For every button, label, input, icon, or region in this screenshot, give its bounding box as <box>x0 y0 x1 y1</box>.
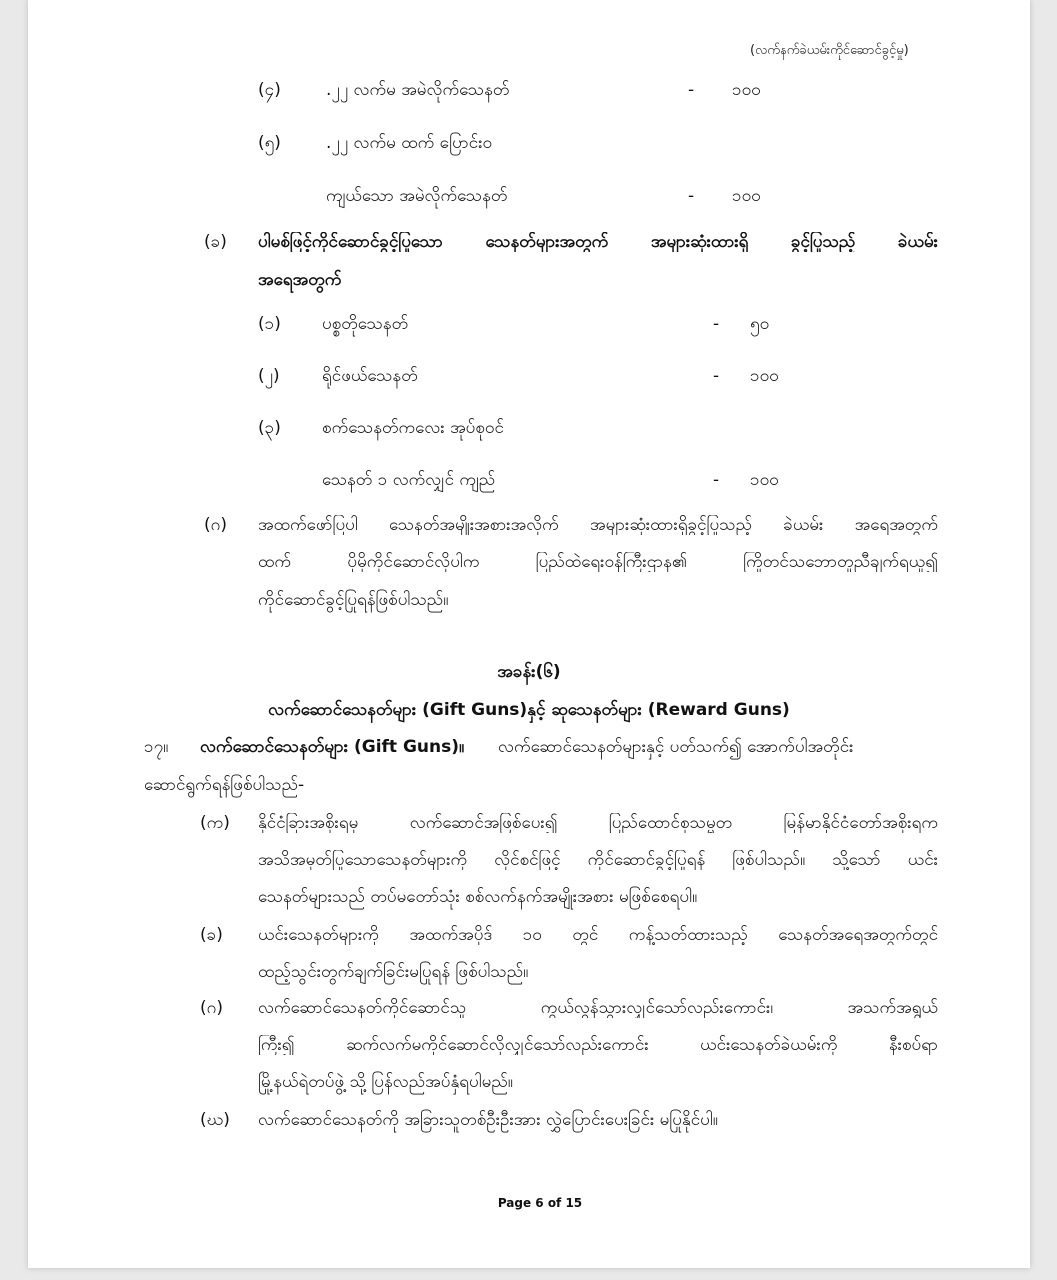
paragraph-text: ဆောင်ရွက်ရန်ဖြစ်ပါသည်- <box>144 775 305 795</box>
page-number-footer: Page 6 of 15 <box>497 1196 583 1210</box>
item-dash: - <box>688 80 695 100</box>
item-dash: - <box>688 186 695 206</box>
item-label: သေနတ် ၁ လက်လျှင် ကျည် <box>322 470 496 490</box>
document-page <box>28 0 1030 1268</box>
sub-item-line: လက်ဆောင်သေနတ်ကိုင်ဆောင်သူ ကွယ်လွန်သွားလျှင်သော်လည်းကောင်း၊ အသက်အရွယ် <box>258 998 938 1018</box>
item-number: (၃) <box>258 418 281 438</box>
item-value: ၁၀၀ <box>732 80 761 100</box>
item-label: စက်သေနတ်ကလေး အုပ်စုဝင် <box>322 418 504 438</box>
sub-item-line: မြို့နယ်ရဲတပ်ဖွဲ့ သို့ ပြန်လည်အပ်နှံရပါမည်။ <box>258 1072 513 1092</box>
paragraph-line: ကိုင်ဆောင်ခွင့်ပြုရန်ဖြစ်ပါသည်။ <box>258 590 449 610</box>
section-number: (ခ) <box>204 232 227 252</box>
section-heading-line: ပါမစ်ဖြင့်ကိုင်ဆောင်ခွင့်ပြုသော သေနတ်များအတွက် အများဆုံးထားရှိ ခွင့်ပြုသည့် ခဲယမ်း <box>258 232 938 252</box>
item-dash: - <box>713 314 720 334</box>
item-value: ၁၀၀ <box>750 366 779 386</box>
sub-item-line: နိုင်ငံခြားအစိုးရမှ လက်ဆောင်အဖြစ်ပေး၍ ပြည်ထောင်စုသမ္မတ မြန်မာနိုင်ငံတော်အစိုးရက <box>258 813 938 833</box>
sub-item-line: သေနတ်များသည် တပ်မတော်သုံး စစ်လက်နက်အမျိုးအစား မဖြစ်စေရပါ။ <box>258 887 698 907</box>
sub-item-line: ကြီး၍ ဆက်လက်မကိုင်ဆောင်လိုလျှင်သော်လည်းကောင်း ယင်းသေနတ်ခဲယမ်းကို နီးစပ်ရာ <box>258 1035 938 1055</box>
chapter-subtitle: လက်ဆောင်သေနတ်များ (Gift Guns)နှင့် ဆုသေနတ်များ (Reward Guns) <box>268 700 790 720</box>
sub-item-number: (ဂ) <box>200 998 223 1018</box>
section-heading-line: အရေအတွက် <box>258 270 342 290</box>
item-number: (၁) <box>258 314 281 334</box>
paragraph-heading: လက်ဆောင်သေနတ်များ (Gift Guns)။ <box>200 737 465 757</box>
sub-item-number: (က) <box>200 813 230 833</box>
item-value: ၅၀ <box>750 314 770 334</box>
item-value: ၁၀၀ <box>750 470 779 490</box>
sub-item-line: ယင်းသေနတ်များကို အထက်အပိုဒ် ၁၀ တွင် ကန့်သတ်ထားသည့် သေနတ်အရေအတွက်တွင် <box>258 925 938 945</box>
paragraph-number: ၁၇။ <box>144 737 169 757</box>
item-number: (၅) <box>258 133 281 153</box>
sub-item-line: ထည့်သွင်းတွက်ချက်ခြင်းမပြုရန် ဖြစ်ပါသည်။ <box>258 962 529 982</box>
item-label: ပစ္စတိုသေနတ် <box>322 314 409 334</box>
item-label: ကျယ်သော အမဲလိုက်သေနတ် <box>326 186 508 206</box>
sub-item-line: အသိအမှတ်ပြုသောသေနတ်များကို လိုင်စင်ဖြင့် ကိုင်ဆောင်ခွင့်ပြုရန် ဖြစ်ပါသည်။ သို့သော် ယင်း <box>258 850 938 870</box>
running-header: (လက်နက်ခဲယမ်းကိုင်ဆောင်ခွင့်မှု) <box>750 43 909 58</box>
sub-item-line: လက်ဆောင်သေနတ်ကို အခြားသူတစ်ဦးဦးအား လွှဲပြောင်းပေးခြင်း မပြုနိုင်ပါ။ <box>258 1110 718 1130</box>
item-label: .၂၂ လက်မ အမဲလိုက်သေနတ် <box>326 80 510 100</box>
paragraph-text: လက်ဆောင်သေနတ်များနှင့် ပတ်သက်၍ အောက်ပါအတိုင်း <box>498 737 854 757</box>
chapter-title: အခန်း(၆) <box>497 662 561 682</box>
item-number: (၄) <box>258 80 281 100</box>
sub-item-number: (ခ) <box>200 925 223 945</box>
section-number: (ဂ) <box>204 515 227 535</box>
item-label: ရိုင်ဖယ်သေနတ် <box>322 366 418 386</box>
sub-item-number: (ဃ) <box>200 1110 230 1130</box>
paragraph-line: အထက်ဖော်ပြပါ သေနတ်အမျိုးအစားအလိုက် အများဆုံးထားရှိခွင့်ပြုသည့် ခဲယမ်း အရေအတွက် <box>258 515 938 535</box>
item-dash: - <box>713 470 720 490</box>
item-dash: - <box>713 366 720 386</box>
item-label: .၂၂ လက်မ ထက် ပြောင်း၀ <box>326 133 493 153</box>
paragraph-line: ထက် ပိုမိုကိုင်ဆောင်လိုပါက ပြည်ထဲရေးဝန်ကြီးဌာန၏ ကြိုတင်သဘောတူညီချက်ရယူ၍ <box>258 552 938 572</box>
item-number: (၂) <box>258 366 280 386</box>
item-value: ၁၀၀ <box>732 186 761 206</box>
